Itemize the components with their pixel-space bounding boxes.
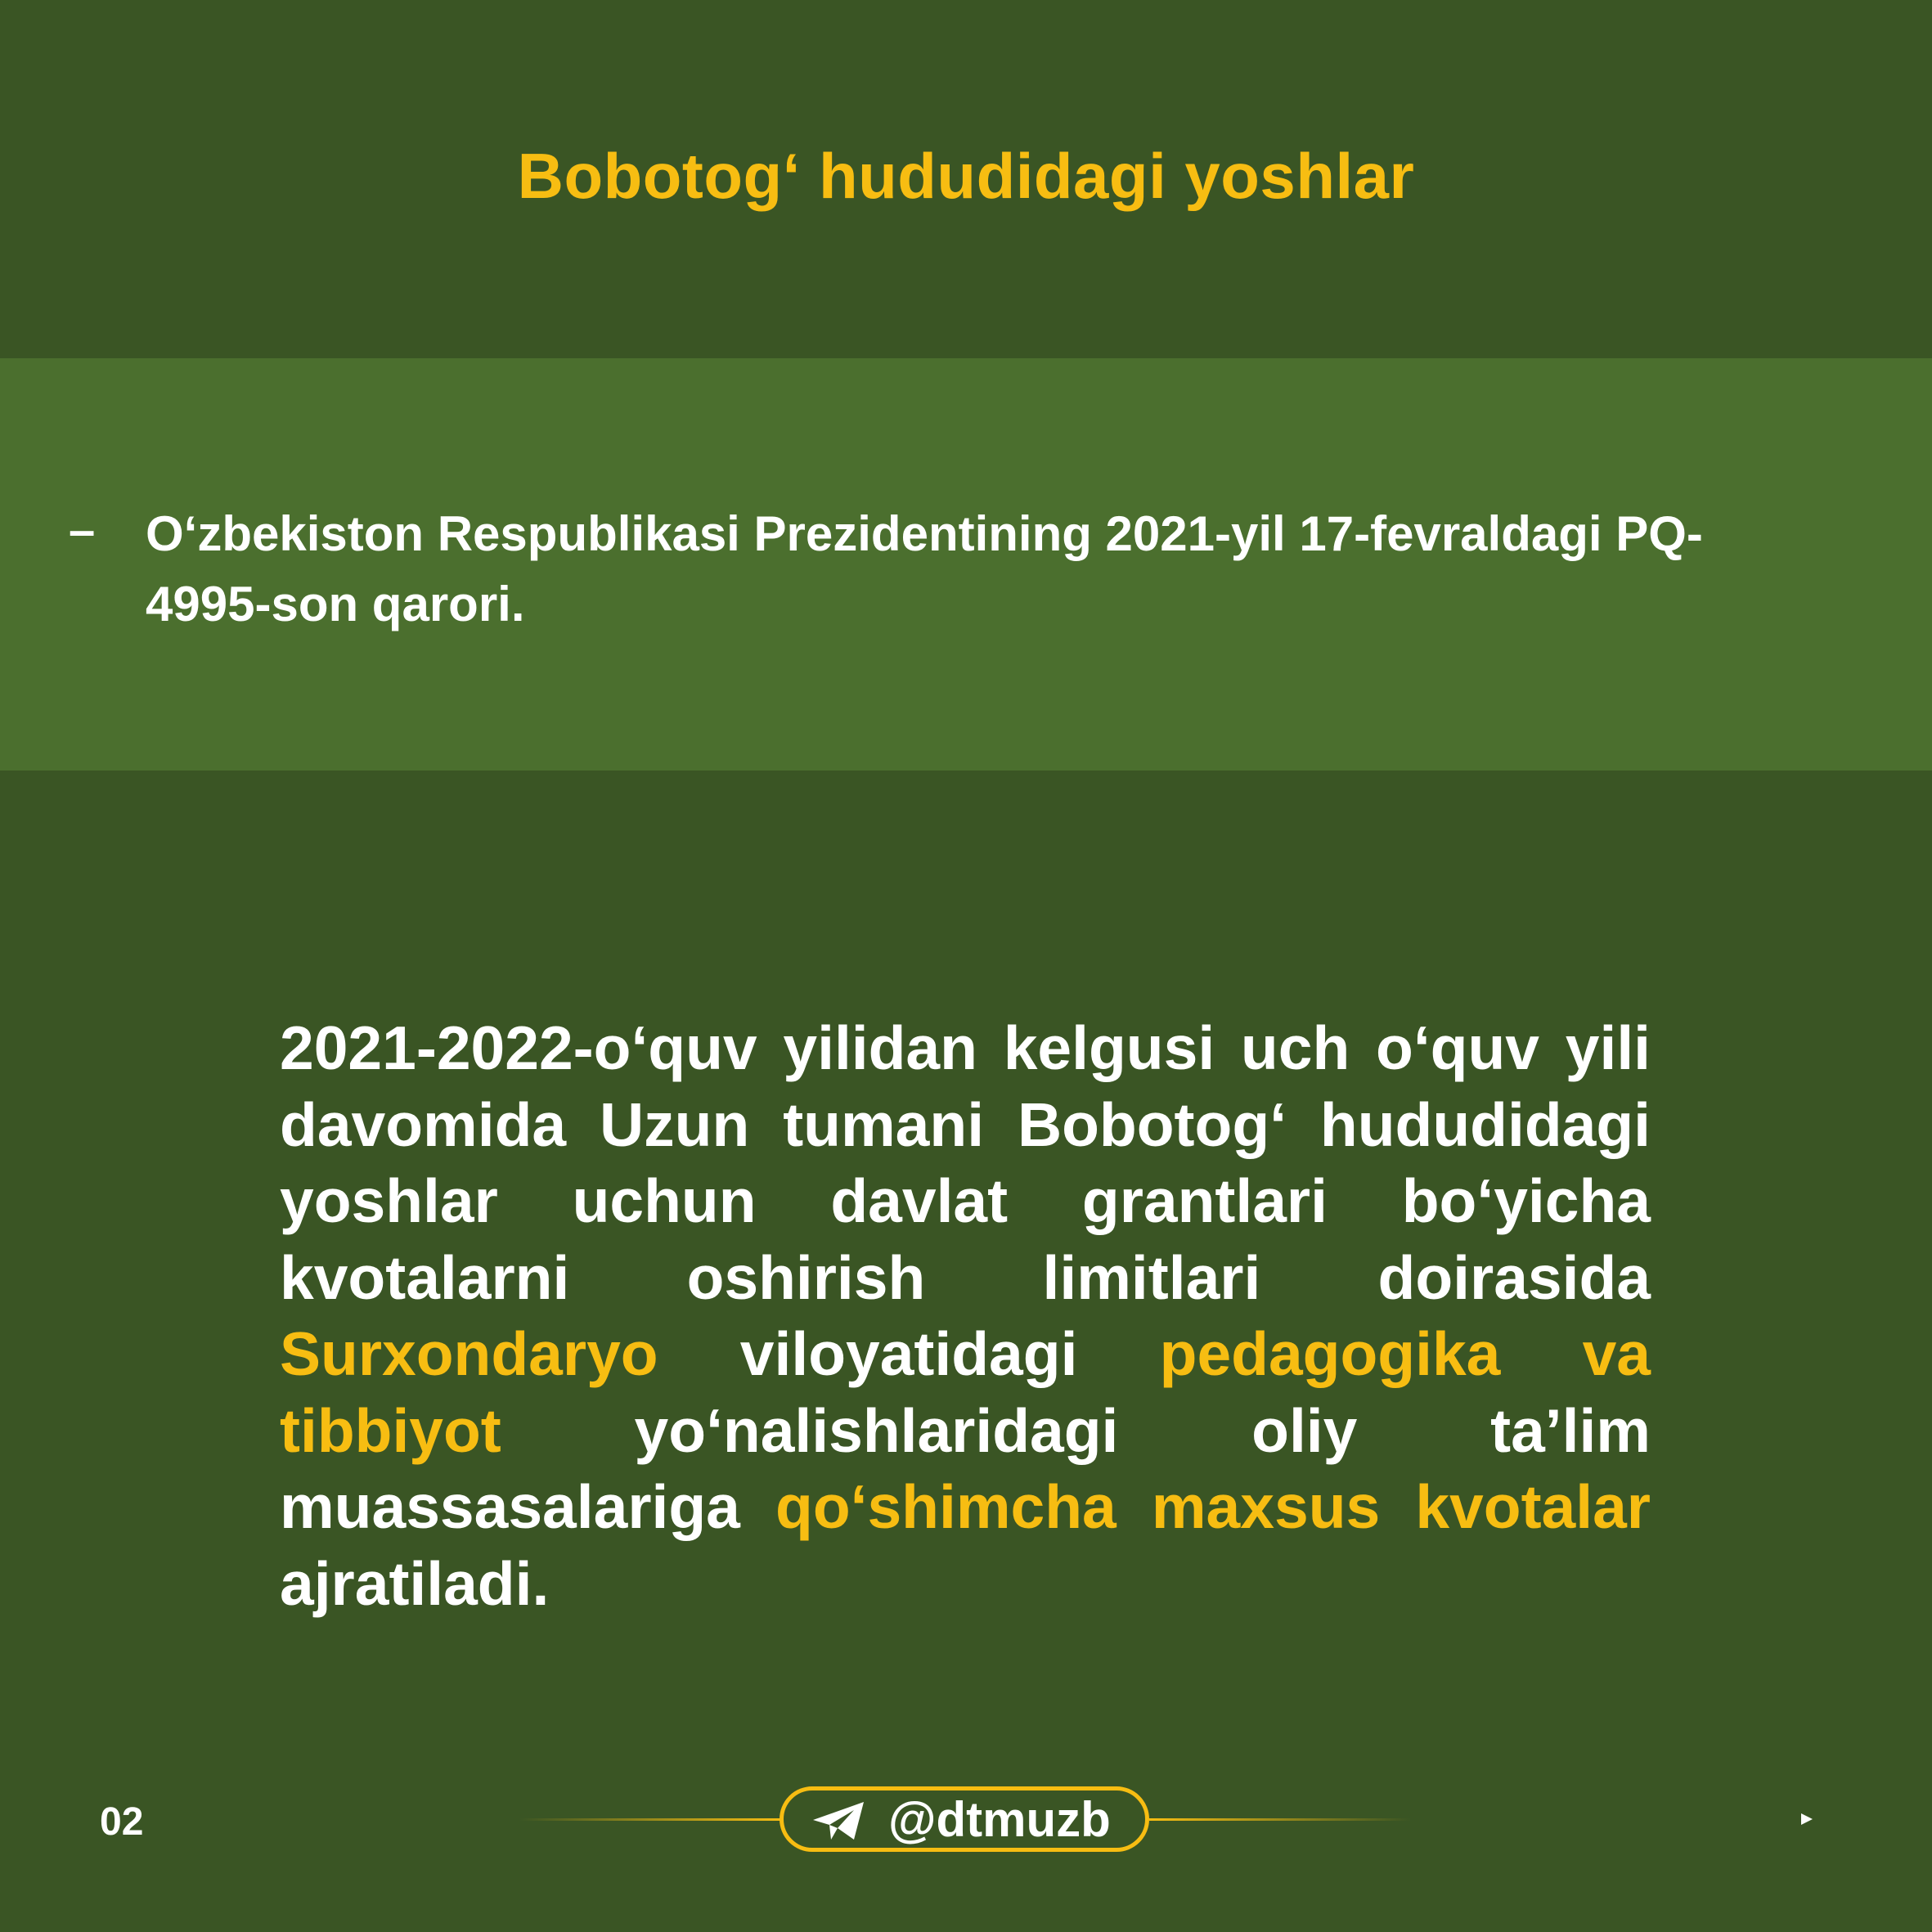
paragraph-text: 2021-2022-o‘quv yilidan kelgusi uch o‘quv yili davomida Uzun tumani Bobotog‘ hududidagi yoshlar uchun davlat grantlari bo‘yicha kvotalarni oshirish limitlari doirasida [280, 1013, 1651, 1312]
telegram-icon [810, 1799, 869, 1844]
page-number: 02 [100, 1800, 144, 1844]
highlight-quotas: qo‘shimcha maxsus kvotalar [775, 1472, 1651, 1541]
highlight-fields: pedagogika va tibbiyot [280, 1319, 1651, 1465]
paragraph-text: viloyatidagi [658, 1319, 1160, 1388]
paragraph-text: yo‘nalishlaridagi oliy ta’lim muassasalariga [280, 1395, 1651, 1541]
footer-divider-right [1149, 1818, 1411, 1821]
telegram-handle-link[interactable] [780, 1786, 1149, 1852]
source-text: O‘zbekiston Respublikasi Prezidentining 2021-yil 17-fevraldagi PQ-4995-son qarori. [146, 506, 1703, 631]
arrow-right-icon[interactable] [1734, 1809, 1816, 1829]
handle-label: @dtmuzb [888, 1792, 1111, 1847]
main-paragraph [280, 1010, 1651, 1622]
page-title: Bobotog‘ hududidagi yoshlar [517, 140, 1415, 212]
highlight-region: Surxondaryo [280, 1319, 658, 1388]
footer-divider-left [519, 1818, 781, 1821]
bullet-dash: – [69, 504, 96, 557]
paragraph-text: ajratiladi. [280, 1548, 550, 1618]
